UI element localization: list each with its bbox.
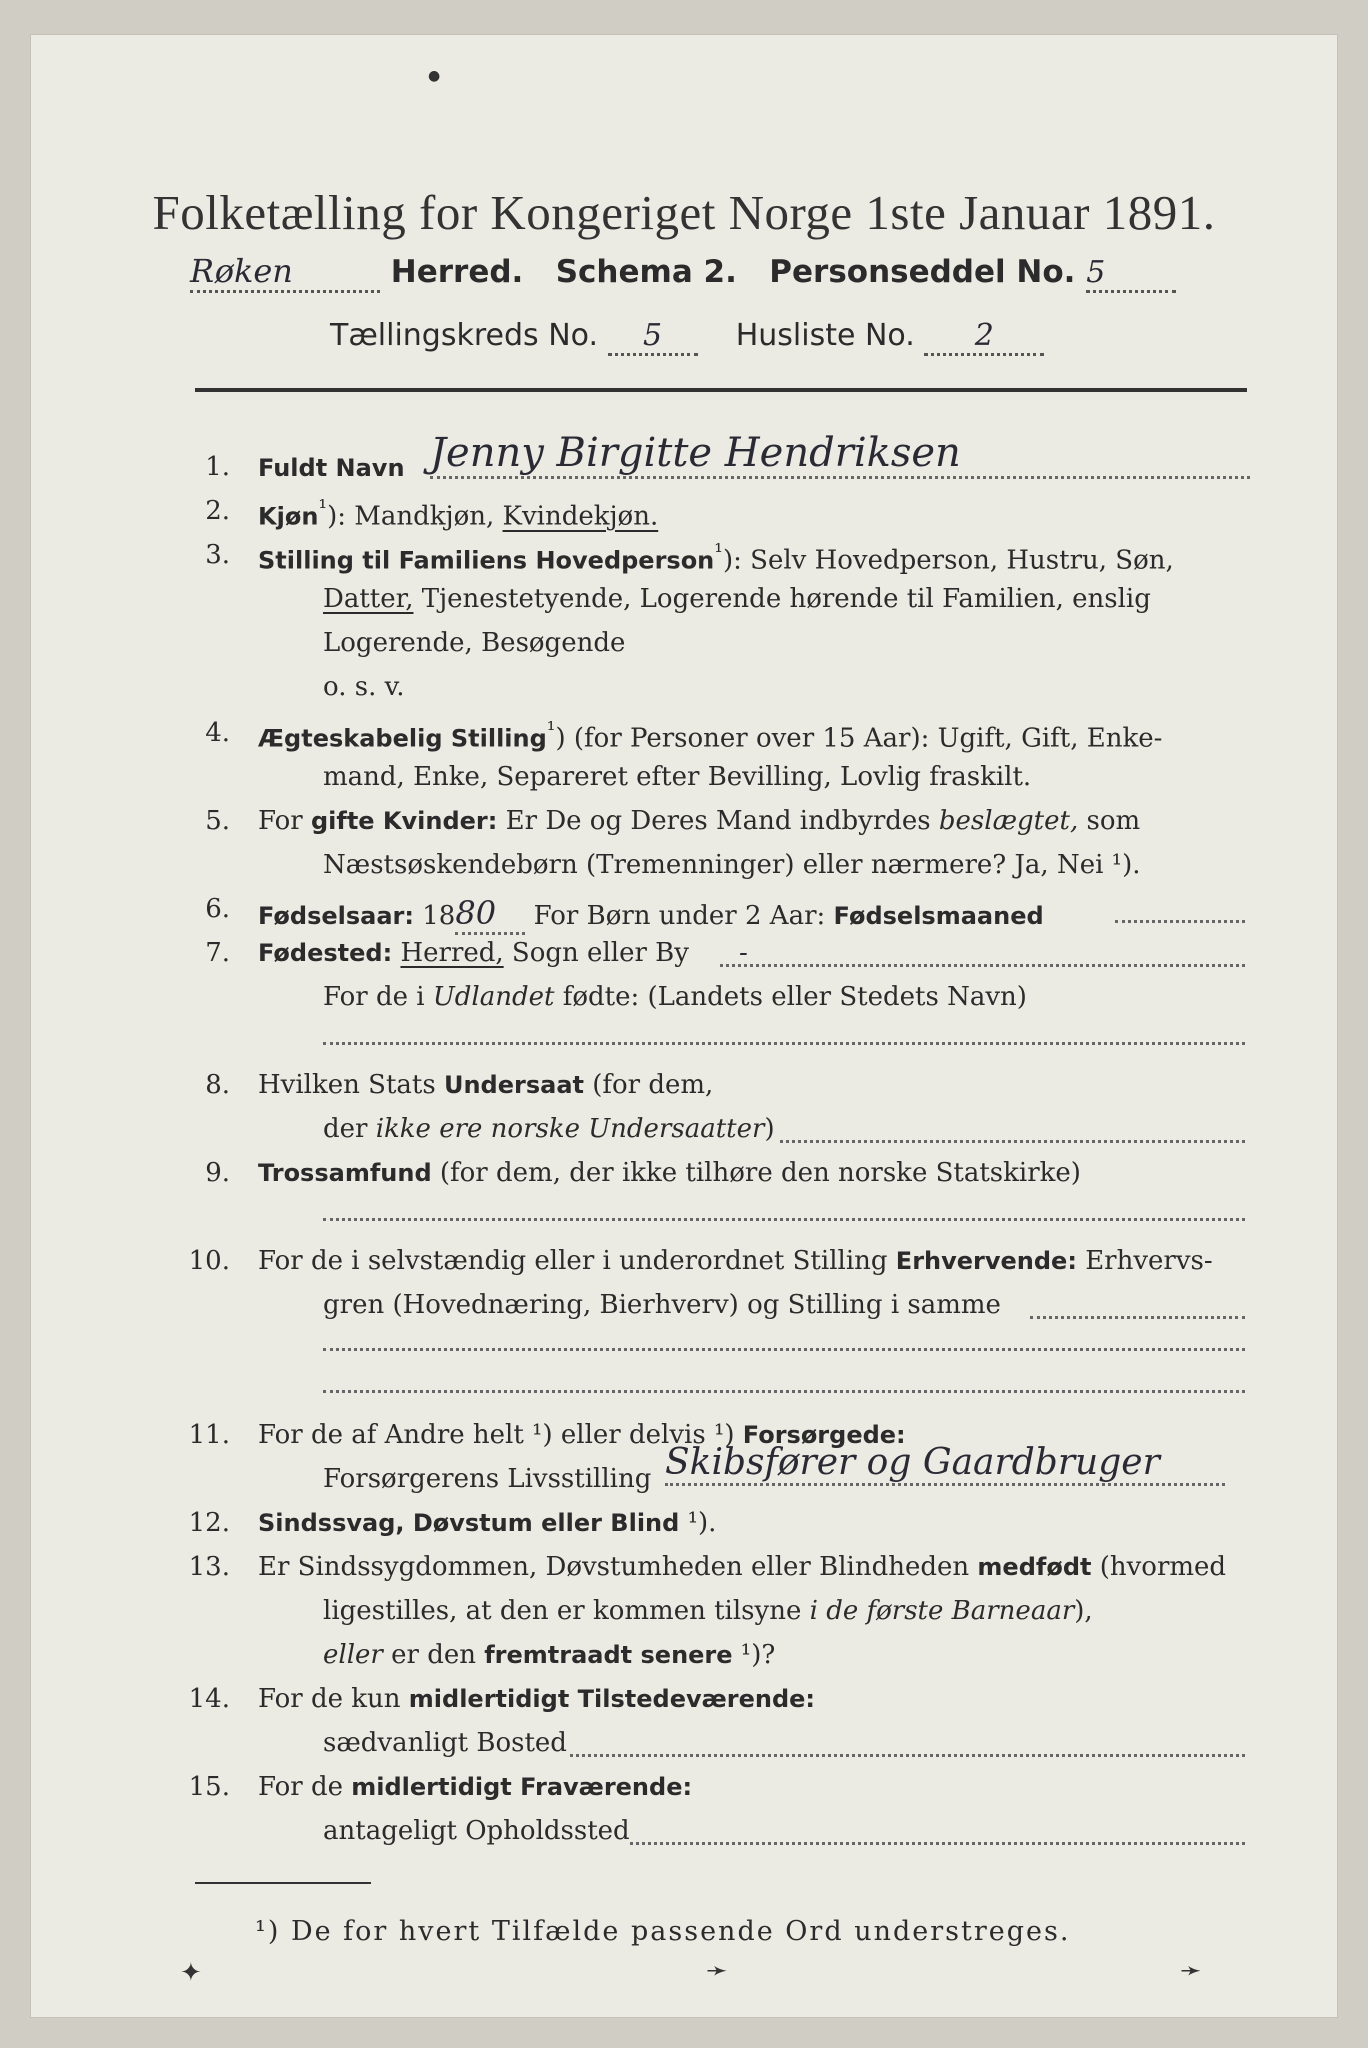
item-label: gifte Kvinder: <box>310 807 498 835</box>
registration-mark: ➛ <box>1180 1956 1202 1986</box>
fill-line <box>1030 1316 1245 1319</box>
fill-line <box>323 1348 1245 1351</box>
item-italic: eller <box>323 1640 383 1670</box>
item-label: fremtraadt senere <box>484 1641 733 1669</box>
footnote-rule <box>195 1882 371 1884</box>
item-text <box>258 1158 1081 1188</box>
item-text <box>323 584 1151 614</box>
item-text <box>323 1596 1093 1626</box>
item-prefix: 18 <box>414 901 456 931</box>
census-form <box>30 34 1338 2018</box>
kreds-label: Tællingskreds No. <box>330 318 598 353</box>
item-text <box>258 894 1044 935</box>
item-rest: For Børn under 2 Aar: <box>525 901 834 931</box>
item-rest: ), <box>1074 1596 1093 1626</box>
footnote-ref: ¹ <box>318 496 328 521</box>
footnote: ¹) De for hvert Tilfælde passende Ord understreges. <box>255 1916 1071 1947</box>
item-text <box>323 1640 775 1670</box>
item-text <box>323 982 1027 1012</box>
item-number: 2. <box>205 496 230 526</box>
item-rest: (for dem, der ikke tilhøre den norske Statskirke) <box>431 1158 1081 1188</box>
item-text: antageligt Opholdssted <box>323 1816 630 1846</box>
item-label: Undersaat <box>443 1071 584 1099</box>
underlined-choice: Datter, <box>323 584 414 614</box>
item-label: Fuldt Navn <box>258 454 405 482</box>
header-rule <box>195 388 1247 392</box>
personseddel-value: 5 <box>1086 255 1176 293</box>
item-text <box>258 806 1140 836</box>
item-text <box>258 1070 713 1100</box>
item-number: 9. <box>205 1158 230 1188</box>
item-number: 11. <box>188 1420 230 1450</box>
item-text: sædvanligt Bosted <box>323 1728 567 1758</box>
item-pre: For de <box>258 1772 352 1802</box>
fill-line <box>323 1218 1245 1221</box>
personseddel-label: Personseddel No. <box>769 254 1076 290</box>
item-rest: ): Selv Hovedperson, Hustru, Søn, <box>722 545 1174 576</box>
punch-hole-mark: ● <box>428 68 441 84</box>
item-number: 13. <box>188 1552 230 1582</box>
item-rest: Erhvervs- <box>1076 1246 1213 1276</box>
birth-year-value: 80 <box>455 894 525 935</box>
item-text <box>258 496 658 532</box>
item-label: Trossamfund <box>258 1159 432 1187</box>
item-label: midlertidigt Fraværende: <box>351 1773 693 1801</box>
item-label: Fødselsaar: <box>258 902 414 930</box>
item-rest: ligestilles, at den er kommen tilsyne <box>323 1596 810 1626</box>
form-title: Folketælling for Kongeriget Norge 1ste Januar 1891. <box>152 185 1216 240</box>
full-name-value: Jenny Birgitte Hendriksen <box>430 430 1250 479</box>
item-rest: som <box>1078 806 1141 836</box>
item-number: 7. <box>205 938 230 968</box>
kreds-value: 5 <box>608 318 698 356</box>
item-rest: fødte: (Landets eller Stedets Navn) <box>554 982 1027 1012</box>
item-italic: ikke ere norske Undersaatter <box>375 1114 765 1144</box>
item-text <box>258 1772 692 1802</box>
item-text <box>323 1114 775 1144</box>
registration-mark: ✦ <box>180 1958 202 1988</box>
item-label: Kjøn <box>258 502 319 531</box>
item-label: Forsørgede: <box>742 1421 906 1449</box>
item-pre: For de kun <box>258 1684 409 1714</box>
item-text <box>258 540 1174 576</box>
item-rest: ¹). <box>679 1508 717 1538</box>
item-italic: i de første Barneaar <box>809 1596 1075 1626</box>
item-text: gren (Hovednæring, Bierhverv) og Stilling i samme <box>323 1290 1001 1320</box>
item-rest: Er De og Deres Mand indbyrdes <box>497 806 939 836</box>
item-rest: Er Sindssygdommen, Døvstumheden eller Blindheden <box>258 1552 978 1582</box>
item-rest: Tjenestetyende, Logerende hørende til Familien, enslig <box>413 584 1151 614</box>
item-rest: der <box>323 1114 376 1144</box>
item-pre: For <box>258 806 311 836</box>
herred-label: Herred. <box>390 254 524 290</box>
item-label: Fødselsmaaned <box>833 902 1044 930</box>
item-rest: ): Mandkjøn, <box>327 501 503 532</box>
item-rest: For de af Andre helt ¹) eller delvis ¹) <box>258 1420 743 1450</box>
item-rest: er den <box>382 1640 485 1670</box>
item-number: 8. <box>205 1070 230 1100</box>
fill-line <box>720 964 1245 967</box>
herred-value: Røken <box>190 252 380 293</box>
item-number: 3. <box>205 540 230 570</box>
fill-line <box>1115 920 1245 923</box>
item-number: 10. <box>188 1246 230 1276</box>
item-label: Sindssvag, Døvstum eller Blind <box>258 1509 680 1537</box>
item-rest: (for dem, <box>583 1070 714 1100</box>
item-label: medfødt <box>977 1553 1092 1581</box>
item-text: Næstsøskendebørn (Tremenninger) eller nærmere? Ja, Nei ¹). <box>323 850 1141 880</box>
item-pre: For de i selvstændig eller i underordnet Stilling <box>258 1246 896 1276</box>
item-number: 6. <box>205 894 230 924</box>
item-label: Fødested: <box>258 939 393 967</box>
item-label: Ægteskabelig Stilling <box>258 724 547 753</box>
item-text <box>258 1552 1226 1582</box>
item-label: midlertidigt Tilstedeværende: <box>408 1685 816 1713</box>
kreds-row <box>330 318 1044 356</box>
item-text <box>258 1684 815 1714</box>
item-number: 4. <box>205 718 230 748</box>
item-text <box>258 1508 716 1538</box>
item-rest: ) (for Personer over 15 Aar): Ugift, Gift, Enke- <box>555 723 1163 754</box>
fill-line <box>323 1390 1245 1393</box>
schema-label: Schema 2. <box>555 254 737 290</box>
husliste-value: 2 <box>924 318 1044 356</box>
item-text: Forsørgerens Livsstilling <box>323 1464 652 1494</box>
fill-line <box>780 1140 1245 1143</box>
item-rest: (hvormed <box>1091 1552 1227 1582</box>
item-text: mand, Enke, Separeret efter Bevilling, Lovlig fraskilt. <box>323 762 1032 792</box>
item-text <box>258 718 1162 754</box>
underlined-choice: Herred, <box>400 938 504 968</box>
footnote-ref: ¹ <box>714 540 723 565</box>
item-label: Stilling til Familiens Hovedperson <box>258 546 715 575</box>
item-number: 12. <box>188 1508 230 1538</box>
item-italic: Udlandet <box>432 982 555 1012</box>
item-rest: ) <box>764 1114 775 1144</box>
husliste-label: Husliste No. <box>735 318 915 353</box>
item-rest: ¹)? <box>732 1640 776 1670</box>
underlined-choice: Kvindekjøn. <box>502 501 659 532</box>
item-italic: beslægtet, <box>938 806 1079 836</box>
item-text <box>258 938 748 968</box>
fill-line <box>323 1042 1245 1045</box>
provider-occupation-value: Skibsfører og Gaardbruger <box>665 1442 1225 1486</box>
item-label: Erhvervende: <box>895 1247 1077 1275</box>
item-number: 5. <box>205 806 230 836</box>
item-pre: Hvilken Stats <box>258 1070 444 1100</box>
birthplace-value: - <box>738 938 748 968</box>
registration-mark: ➛ <box>706 1956 728 1986</box>
item-rest: For de i <box>323 982 433 1012</box>
item-text: Logerende, Besøgende <box>323 628 626 658</box>
item-number: 14. <box>188 1684 230 1714</box>
item-number: 1. <box>205 452 230 482</box>
item-rest: Sogn eller By <box>503 938 689 968</box>
footnote-ref: ¹ <box>546 718 556 743</box>
fill-line <box>630 1842 1245 1845</box>
item-number: 15. <box>188 1772 230 1802</box>
herred-row <box>190 252 1176 293</box>
item-text <box>258 1246 1213 1276</box>
fill-line <box>570 1754 1245 1757</box>
item-text: o. s. v. <box>323 672 405 702</box>
